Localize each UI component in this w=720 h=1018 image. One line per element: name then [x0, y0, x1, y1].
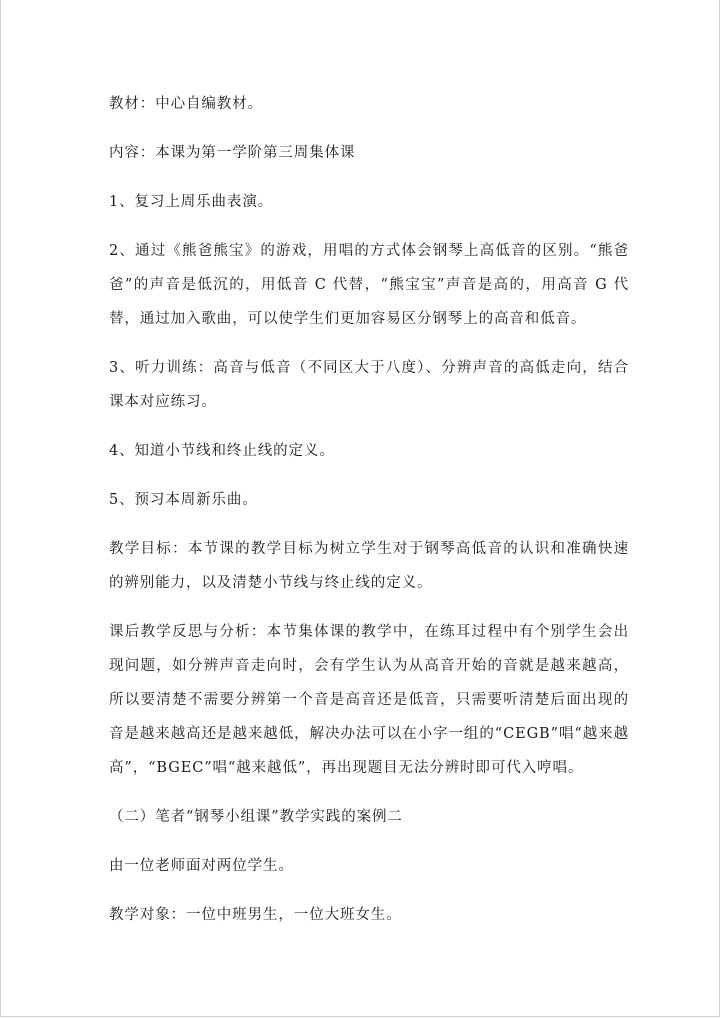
list-item-4: 4、知道小节线和终止线的定义。 [109, 443, 335, 459]
list-item-2: 2、通过《熊爸熊宝》的游戏，用唱的方式体会钢琴上高低音的区别。“熊爸爸”的声音是低沉的，用低音 C 代替，“熊宝宝”声音是高的，用高音 G 代替，通过加入歌曲，可以使学生们更加容易区分钢琴上的高音和低音。 [109, 243, 629, 327]
textbook-paragraph: 教材：中心自编教材。 [109, 96, 263, 112]
list-item-3: 3、听力训练：高音与低音（不同区大于八度）、分辨声音的高低走向，结合课本对应练习。 [109, 360, 629, 410]
teacher-students-paragraph: 由一位老师面对两位学生。 [109, 858, 294, 874]
teaching-goal-paragraph: 教学目标：本节课的教学目标为树立学生对于钢琴高低音的认识和准确快速的辨别能力，以及清楚小节线与终止线的定义。 [109, 541, 629, 591]
lesson-content-paragraph: 内容：本课为第一学阶第三周集体课 [109, 145, 356, 161]
document-body [109, 87, 629, 947]
teaching-target-paragraph: 教学对象：一位中班男生，一位大班女生。 [109, 907, 402, 923]
reflection-paragraph: 课后教学反思与分析：本节集体课的教学中，在练耳过程中有个别学生会出现问题，如分辨声音走向时，会有学生认为从高音开始的音就是越来越高，所以要清楚不需要分辨第一个音是高音还是低音，只需要听清楚后面出现的音是越来越高还是越来越低，解决办法可以在小字一组的“CEGB”唱“越来越高”，“BGEC”唱“越来越低”，再出现题目无法分辨时即可代入哼唱。 [109, 624, 629, 776]
section-heading: （二）笔者“钢琴小组课”教学实践的案例二 [109, 809, 403, 825]
list-item-1: 1、复习上周乐曲表演。 [109, 194, 274, 210]
list-item-5: 5、预习本周新乐曲。 [109, 492, 258, 508]
